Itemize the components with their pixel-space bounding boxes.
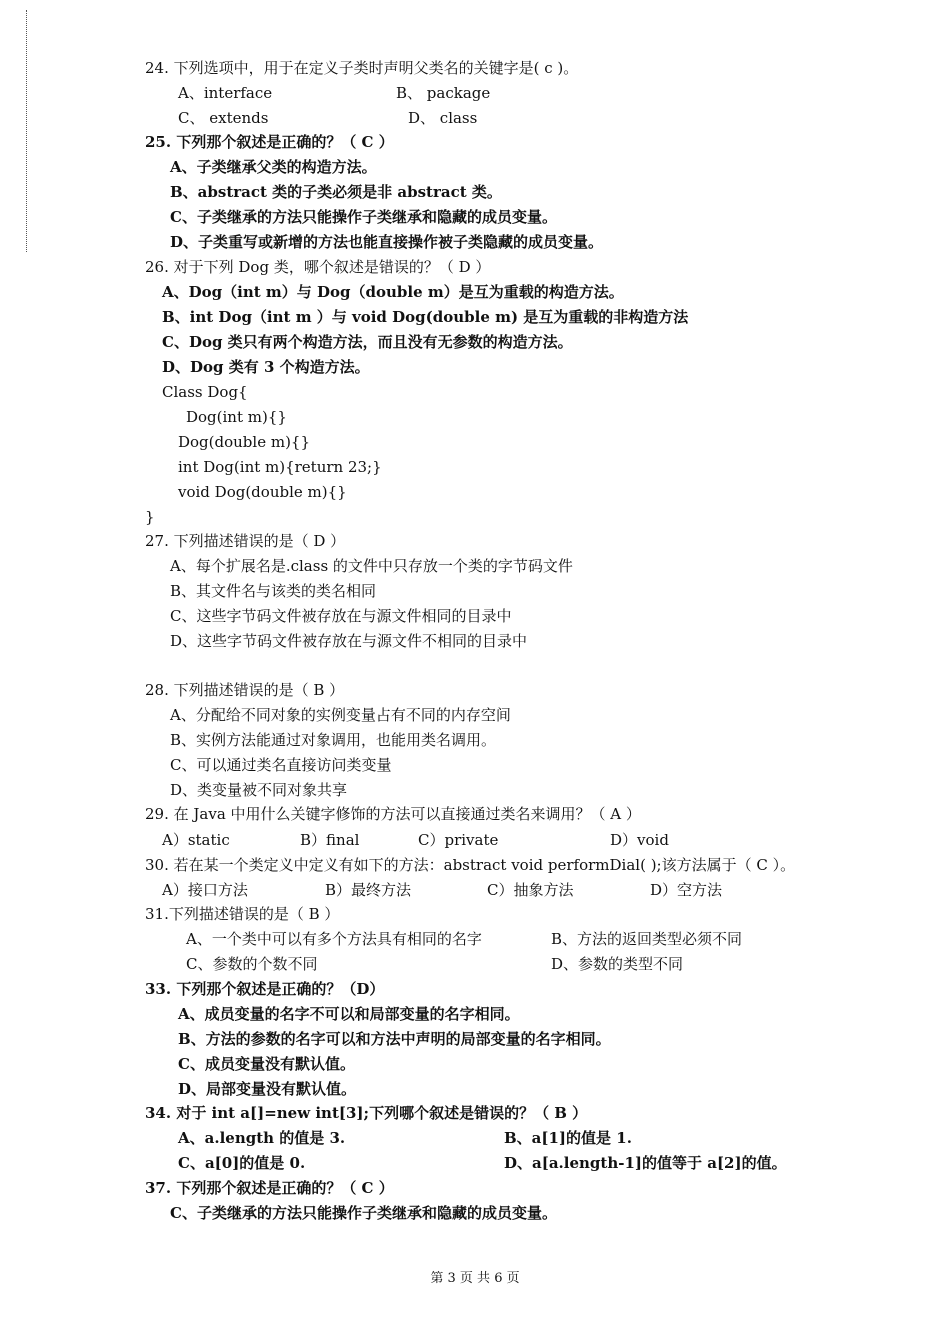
q28-option-a: A、分配给不同对象的实例变量占有不同的内存空间 xyxy=(170,706,511,724)
q30-option-d: D）空方法 xyxy=(650,881,723,899)
q33-option-d: D、局部变量没有默认值。 xyxy=(178,1080,357,1098)
q25-option-a: A、子类继承父类的构造方法。 xyxy=(170,158,377,176)
q34-option-a: A、a.length 的值是 3. xyxy=(178,1129,346,1147)
page-footer: 第 3 页 共 6 页 xyxy=(430,1271,520,1286)
question-27: 27. 下列描述错误的是（ D ） xyxy=(145,532,346,550)
q24-option-d: D、 class xyxy=(408,109,478,127)
question-25: 25. 下列那个叙述是正确的？（ C ） xyxy=(145,133,394,151)
q33-option-c: C、成员变量没有默认值。 xyxy=(178,1055,355,1073)
q24-option-a: A、interface xyxy=(178,84,273,102)
q24-option-c: C、 extends xyxy=(178,109,269,127)
question-34: 34. 对于 int a[]=new int[3];下列哪个叙述是错误的？（ B ） xyxy=(145,1104,588,1122)
q25-option-c: C、子类继承的方法只能操作子类继承和隐藏的成员变量。 xyxy=(170,208,557,226)
q29-option-d: D）void xyxy=(610,831,669,849)
q30-option-a: A）接口方法 xyxy=(162,881,248,899)
q26-option-a: A、Dog（int m）与 Dog（double m）是互为重载的构造方法。 xyxy=(162,283,624,301)
q26-option-d: D、Dog 类有 3 个构造方法。 xyxy=(162,358,370,376)
binding-margin-line xyxy=(26,10,27,252)
q31-option-d: D、参数的类型不同 xyxy=(551,955,684,973)
code-line: Dog(int m){} xyxy=(186,408,287,426)
q29-option-b: B）final xyxy=(300,831,360,849)
q25-option-b: B、abstract 类的子类必须是非 abstract 类。 xyxy=(170,183,502,201)
code-line: void Dog(double m){} xyxy=(178,483,347,501)
q27-option-b: B、其文件名与该类的类名相同 xyxy=(170,582,377,600)
question-33: 33. 下列那个叙述是正确的？（D） xyxy=(145,980,385,998)
code-line: int Dog(int m){return 23;} xyxy=(178,458,382,476)
q24-option-b: B、 package xyxy=(396,84,491,102)
q28-option-d: D、类变量被不同对象共享 xyxy=(170,781,348,799)
q30-option-b: B）最终方法 xyxy=(325,881,412,899)
q27-option-d: D、这些字节码文件被存放在与源文件不相同的目录中 xyxy=(170,632,528,650)
q31-option-c: C、参数的个数不同 xyxy=(186,955,318,973)
question-29: 29. 在 Java 中用什么关键字修饰的方法可以直接通过类名来调用？（ A ） xyxy=(145,805,641,823)
q28-option-b: B、实例方法能通过对象调用，也能用类名调用。 xyxy=(170,731,497,749)
q26-option-c: C、Dog 类只有两个构造方法，而且没有无参数的构造方法。 xyxy=(162,333,573,351)
code-line: } xyxy=(145,508,155,526)
q31-option-a: A、一个类中可以有多个方法具有相同的名字 xyxy=(186,930,482,948)
q34-option-b: B、a[1]的值是 1. xyxy=(504,1129,632,1147)
q29-option-a: A）static xyxy=(162,831,230,849)
q28-option-c: C、可以通过类名直接访问类变量 xyxy=(170,756,392,774)
q25-option-d: D、子类重写或新增的方法也能直接操作被子类隐藏的成员变量。 xyxy=(170,233,604,251)
q31-option-b: B、方法的返回类型必须不同 xyxy=(551,930,743,948)
q27-option-c: C、这些字节码文件被存放在与源文件相同的目录中 xyxy=(170,607,512,625)
q26-option-b: B、int Dog（int m ）与 void Dog(double m) 是互为重载的非构造方法 xyxy=(162,308,689,326)
code-line: Class Dog{ xyxy=(162,383,248,401)
question-30: 30. 若在某一个类定义中定义有如下的方法：abstract void performDial( );该方法属于（ C ）。 xyxy=(145,856,796,874)
q34-option-d: D、a[a.length-1]的值等于 a[2]的值。 xyxy=(504,1154,787,1172)
code-line: Dog(double m){} xyxy=(178,433,311,451)
question-28: 28. 下列描述错误的是（ B ） xyxy=(145,681,345,699)
question-26: 26. 对于下列 Dog 类，哪个叙述是错误的？（ D ） xyxy=(145,258,491,276)
q27-option-a: A、每个扩展名是.class 的文件中只存放一个类的字节码文件 xyxy=(170,557,573,575)
q29-option-c: C）private xyxy=(418,831,499,849)
question-24: 24. 下列选项中，用于在定义子类时声明父类名的关键字是( c )。 xyxy=(145,59,579,77)
question-37: 37. 下列那个叙述是正确的？（ C ） xyxy=(145,1179,394,1197)
q33-option-b: B、方法的参数的名字可以和方法中声明的局部变量的名字相同。 xyxy=(178,1030,611,1048)
q34-option-c: C、a[0]的值是 0. xyxy=(178,1154,306,1172)
question-31: 31.下列描述错误的是（ B ） xyxy=(145,905,340,923)
q30-option-c: C）抽象方法 xyxy=(487,881,574,899)
q33-option-a: A、成员变量的名字不可以和局部变量的名字相同。 xyxy=(178,1005,520,1023)
q37-option-c: C、子类继承的方法只能操作子类继承和隐藏的成员变量。 xyxy=(170,1204,557,1222)
